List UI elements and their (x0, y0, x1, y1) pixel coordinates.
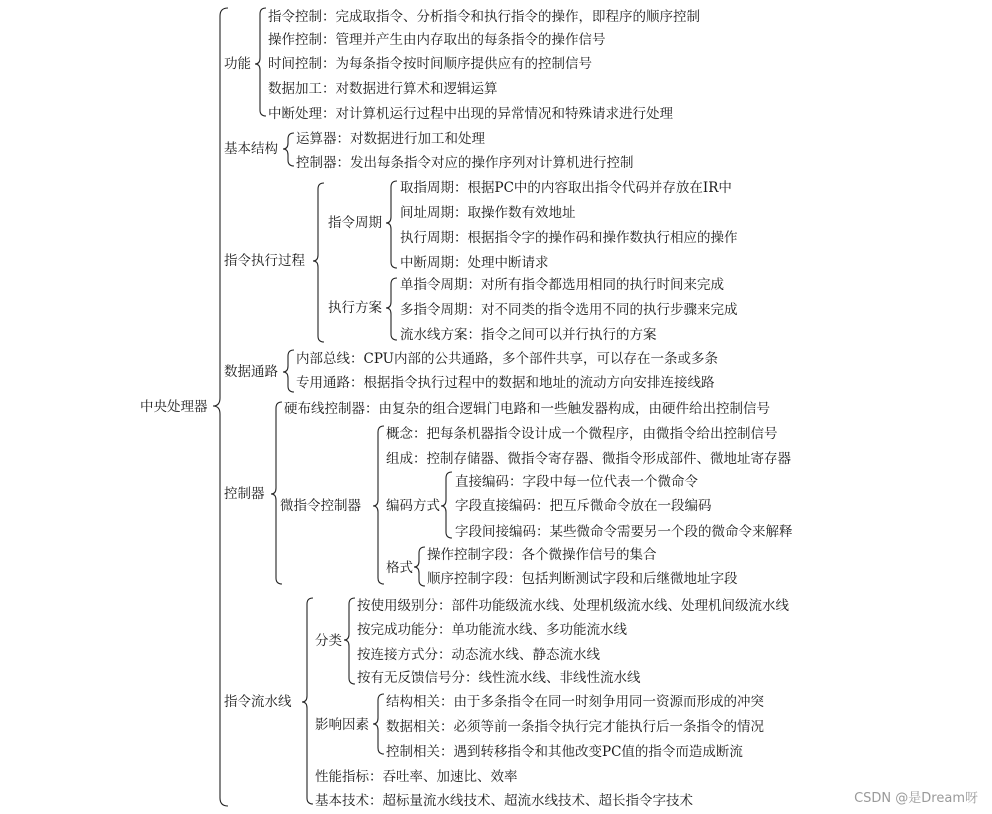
classification-brace (344, 598, 355, 684)
factors-item: 控制相关：遇到转移指令和其他改变PC值的指令而造成断流 (386, 744, 743, 760)
cycle-item: 取指周期：根据PC中的内容取出指令代码并存放在IR中 (400, 180, 732, 196)
execution-brace (313, 183, 324, 342)
classification-label: 分类 (315, 633, 342, 649)
factors-item: 结构相关：由于多条指令在同一时刻争用同一资源而形成的冲突 (386, 694, 764, 710)
factors-label: 影响因素 (315, 717, 369, 733)
cycle-item: 执行周期：根据指令字的操作码和操作数执行相应的操作 (400, 230, 738, 246)
encoding-item: 字段间接编码：某些微命令需要另一个段的微命令来解释 (455, 524, 793, 540)
scheme-item: 单指令周期：对所有指令都选用相同的执行时间来完成 (400, 277, 724, 293)
structure-label: 基本结构 (224, 141, 278, 157)
micro-composition: 组成：控制存储器、微指令寄存器、微指令形成部件、微地址寄存器 (386, 451, 791, 467)
cycle-brace (386, 181, 397, 268)
controller-brace (271, 402, 282, 584)
datapath-item: 内部总线：CPU内部的公共通路，多个部件共享，可以存在一条或多条 (296, 351, 719, 367)
encoding-label: 编码方式 (386, 498, 440, 514)
encoding-item: 字段直接编码：把互斥微命令放在一段编码 (455, 498, 712, 514)
format-label: 格式 (386, 560, 413, 576)
cycle-label: 指令周期 (328, 215, 382, 231)
factors-item: 数据相关：必须等前一条指令执行完才能执行后一条指令的情况 (386, 719, 764, 735)
structure-item: 运算器：对数据进行加工和处理 (296, 131, 485, 147)
pipeline-techniques: 基本技术：超标量流水线技术、超流水线技术、超长指令字技术 (315, 793, 693, 809)
micro-label: 微指令控制器 (280, 498, 361, 514)
scheme-item: 多指令周期：对不同类的指令选用不同的执行步骤来完成 (400, 302, 738, 318)
micro-concept: 概念：把每条机器指令设计成一个微程序，由微指令给出控制信号 (386, 426, 778, 442)
scheme-item: 流水线方案：指令之间可以并行执行的方案 (400, 327, 657, 343)
encoding-brace (441, 472, 452, 538)
watermark: CSDN @是Dream呀 (854, 791, 978, 806)
function-item: 数据加工：对数据进行算术和逻辑运算 (268, 81, 498, 97)
cycle-item: 中断周期：处理中断请求 (400, 255, 549, 271)
root-brace (213, 8, 228, 806)
function-item: 时间控制：为每条指令按时间顺序提供应有的控制信号 (268, 56, 592, 72)
cycle-item: 间址周期：取操作数有效地址 (400, 205, 576, 221)
format-brace (414, 547, 425, 586)
datapath-brace (283, 350, 294, 392)
scheme-label: 执行方案 (328, 300, 382, 316)
format-item: 操作控制字段：各个微操作信号的集合 (427, 547, 657, 563)
pipeline-label: 指令流水线 (224, 694, 292, 710)
root-label: 中央处理器 (140, 399, 208, 415)
function-item: 操作控制：管理并产生由内存取出的每条指令的操作信号 (268, 32, 606, 48)
pipeline-brace (302, 598, 313, 804)
hardwired-controller: 硬布线控制器：由复杂的组合逻辑门电路和一些触发器构成，由硬件给出控制信号 (284, 401, 770, 417)
function-item: 中断处理：对计算机运行过程中出现的异常情况和特殊请求进行处理 (268, 106, 673, 122)
micro-brace (373, 426, 384, 584)
controller-label: 控制器 (224, 486, 265, 502)
pipeline-metrics: 性能指标：吞吐率、加速比、效率 (315, 769, 518, 785)
format-item: 顺序控制字段：包括判断测试字段和后继微地址字段 (427, 571, 738, 587)
classification-item: 按连接方式分：动态流水线、静态流水线 (357, 647, 600, 663)
structure-brace (283, 133, 294, 166)
classification-item: 按完成功能分：单功能流水线、多功能流水线 (357, 622, 627, 638)
datapath-item: 专用通路：根据指令执行过程中的数据和地址的流动方向安排连接线路 (296, 375, 715, 391)
encoding-item: 直接编码：字段中每一位代表一个微命令 (455, 474, 698, 490)
function-item: 指令控制：完成取指令、分析指令和执行指令的操作，即程序的顺序控制 (268, 9, 700, 25)
datapath-label: 数据通路 (224, 364, 278, 380)
functions-label: 功能 (224, 56, 251, 72)
classification-item: 按有无反馈信号分：线性流水线、非线性流水线 (357, 670, 641, 686)
structure-item: 控制器：发出每条指令对应的操作序列对计算机进行控制 (296, 155, 634, 171)
factors-brace (373, 694, 384, 754)
functions-brace (255, 8, 266, 116)
scheme-brace (386, 278, 397, 340)
execution-label: 指令执行过程 (224, 253, 305, 269)
classification-item: 按使用级别分：部件功能级流水线、处理机级流水线、处理机间级流水线 (357, 598, 789, 614)
